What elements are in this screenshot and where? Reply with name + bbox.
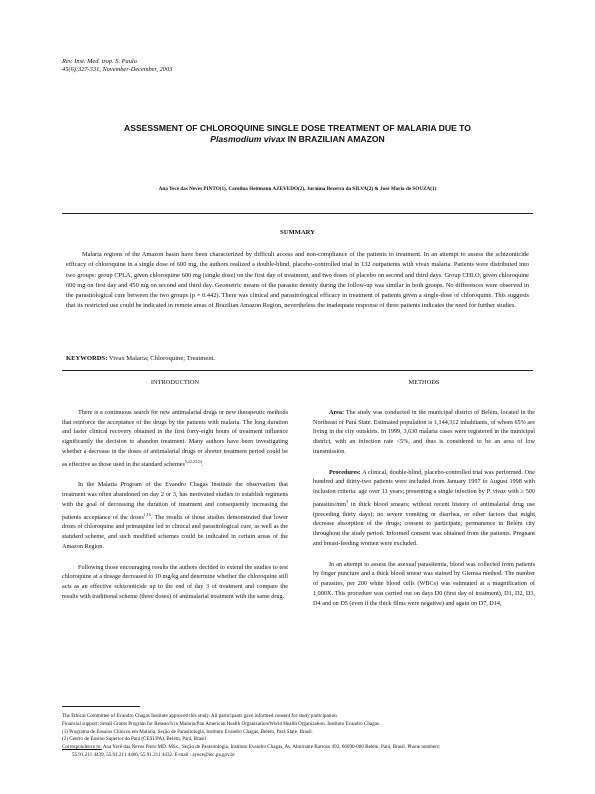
correspondence-label: Correspondence to: <box>62 744 102 751</box>
area-label: Area: <box>329 408 345 416</box>
keywords-text: Vivax Malaria; Chloroquine; Treatment. <box>107 355 216 362</box>
title-line-1: ASSESSMENT OF CHLOROQUINE SINGLE DOSE TREATMENT OF MALARIA DUE TO <box>124 123 471 133</box>
footnote-support: Financial support: Small Grants Program for Research in Malaria/Pan American Health Organization/World Health Organization. Instituto Evandro Chagas. <box>62 720 381 727</box>
footnote-contact: 55.91.211 4439, 55.91.211 4466, 55.91.211 4432. E-mail : ayece@iec.pa.gov.br <box>72 751 235 758</box>
procedures-label: Procedures: <box>329 468 361 476</box>
summary-heading: SUMMARY <box>280 229 315 236</box>
footnote-rule <box>62 706 140 707</box>
methods-area-paragraph: Area: The study was conducted in the municipal district of Belém, located in the Northeast of Pará State. Estimated population is 1,144,312 inhabitants, of whom 65% are living in the city outskirts. In 1999, 3,630 malaria cases were registered in the municipal district, with an infection rate <5%, and thus is considered to be an area of low transmission. <box>313 408 535 455</box>
species-name: P. vivax <box>486 488 506 495</box>
journal-name: Rev. Inst. Med. trop. S. Paulo <box>62 58 137 65</box>
journal-issue: 45(6):327-331, November-December, 2003 <box>62 66 173 73</box>
keywords <box>66 355 529 362</box>
footnote-correspondence: Correspondence to: Ana Yecê das Neves Pinto MD. MSc., Seção de Parasitologia, Instituto Evandro Chagas, Av. Almirante Barroso 492, 66090-000 Belém, Pará, Brasil. Phone numbers: <box>62 744 441 751</box>
introduction-column <box>62 378 288 613</box>
introduction-heading: INTRODUCTION <box>150 379 200 386</box>
footnotes <box>62 713 533 760</box>
journal-citation <box>62 58 172 74</box>
methods-paragraph-3: In an attempt to assess the asexual parasitemia, blood was collected from patients by finger puncture and a thick blood smear was stained by Giemsa method. The number of parasites, per 200 white blood cells (WBCs) was estimated at a magnification of 1,000X. This procedure was carried out on days D0 (first day of treatment), D1, D2, D3, D4 and on D5 (even if the thick films were negative) and again on D7, D14, <box>313 560 535 607</box>
intro-citation-1: 5,22,23,24 <box>184 458 202 464</box>
title-rest: IN BRAZILIAN AMAZON <box>285 134 385 144</box>
intro-paragraph-1: There is a continuous search for new antimalarial drugs or new therapeutic methods that reinforce the acceptance of the drugs by the patients with malaria. The long duration and faster clinical recovery obtained in the first forty-eight hours of treatment influence significantly the decision to abandon treatment. Many authors have been investigating whether a decrease in the doses of antimalarial drugs or shorter treatment period could be as effective as those used in the standard schemes$^{5,22,23,24}$. <box>62 408 288 468</box>
article-title <box>62 123 533 145</box>
footnote-ethics: The Ethical Committee of Evandro Chagas Institute approved this study. All participants gave informed consent for study participation. <box>62 713 338 719</box>
methods-procedures-paragraph: Procedures: A clinical, double-blind, placebo-controlled trial was performed. One hundred and thirty-two patients were included from January 1997 to August 1998 with inclusion criteria: age over 11 years; presenting a single infection by P. vivax with ≥ 500 parasites/$mm^3$ in thick blood smears; without recent history of antimalarial drug use (preceding thirty days); no severe vomiting or diarrhea, or other factors that might decrease absorption of the drugs; consent to participate; permanence in Belém city throughout the study period. Informed consent was obtained from the patients. Pregnant and breast-feeding women were excluded. <box>313 468 535 547</box>
footnote-affiliation-1: (1) Programa de Ensaios Clínicos em Malária, Seção de Parasitologia, Instituto Evandro Chagas, Belém, Pará State, Brasil. <box>62 728 313 735</box>
methods-heading: METHODS <box>408 379 440 386</box>
summary-bottom-rule <box>62 370 533 371</box>
keywords-label: KEYWORDS: <box>66 355 108 362</box>
methods-column <box>313 378 535 619</box>
summary-top-rule <box>62 213 533 214</box>
summary-text: Malaria regions of the Amazon basin have been characterized by difficult access and non-compliance of the patients to treatment. In an attempt to assess the schizonticide efficacy of chloroquine in a single dose of 600 mg, the authors realized a double-blind, placebo-controlled trial in 132 outpatients with vivax malaria. Patients were distributed into two groups: group CPLA, given chloroquine 600 mg (single dose) on the first day of treatment, and two doses of placebo on second and third days. Group CHLO, given chloroquine 600 mg on first day and 450 mg on second and third day. Geometric means of the parasite density during the follow-up was similar in both groups. No differences were observed in the parasitological cure between the two groups (p = 0.442). There was clinical and parasitological efficacy in treatment of patients given a single-dose of chloroquine. This suggests that its restricted use could be indicated in remote areas of Brazilian Amazon Region, nevertheless the inadequate response of three patients indicates the need for further studies. <box>66 251 529 310</box>
intro-citation-2: 1,16 <box>143 511 151 517</box>
title-species: Plasmodium vivax <box>210 134 286 144</box>
title-line-2 <box>62 134 533 145</box>
author-list: Ana Yecê das Neves PINTO(1), Carolina Heitmann AZEVEDO(2), Juraíma Bezerra da SILVA(2) & José Maria de SOUZA(1) <box>158 186 437 192</box>
footnote-affiliation-2: (2) Centro de Ensino Superior do Pará (CESUPA), Belém, Pará, Brasil <box>62 736 206 743</box>
intro-paragraph-3: Following those encouraging results the authors decided to extend the studies to test chloroquine at a dosage decreased to 10 mg/kg and determine whether the chloroquine still acts as an effective schizonticide up to the end of day 3 of treatment and compare the results with traditional scheme (three doses) of antimalarial treatment with the same drug. <box>62 563 288 600</box>
intro-paragraph-2: In the Malaria Program of the Evandro Chagas Institute the observation that treatment was often abandoned on day 2 or 3, has motivated studies to establish regimens with the goal of decreasing the duration of treatment and consequently increasing the patients acceptance of the doses$^{1,16}$. The results of those studies demonstrated that lower doses of chloroquine and primaquine led to clinical and parasitological cure, as well as the standard scheme, and such modified schemes could be indicated in certain areas of the Amazon Region. <box>62 481 289 550</box>
